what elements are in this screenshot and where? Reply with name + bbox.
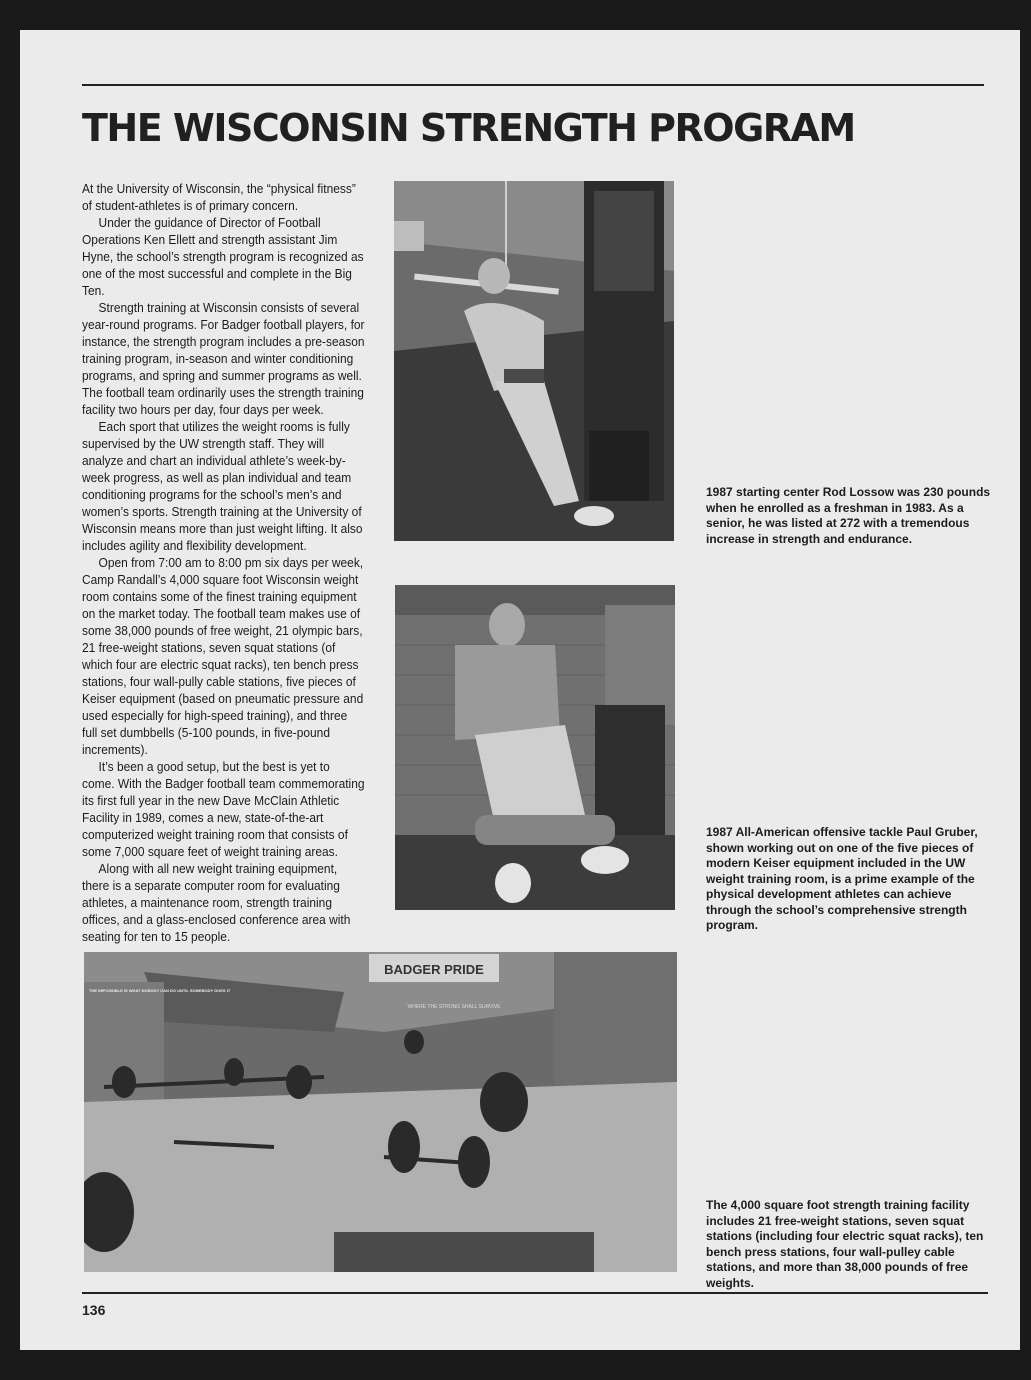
paragraph: Strength training at Wisconsin consists of several year-round programs. For Badger football players, for instance, the strength program includes a pre-season training program, in-season and winter conditioning programs, and spring and summer programs as well. The football team ordinarily uses the strength training facility two hours per day, four days per week. — [82, 300, 365, 417]
paragraph: Open from 7:00 am to 8:00 pm six days per week, Camp Randall’s 4,000 square foot Wisconsin weight room contains some of the finest training equipment on the market today. The football team makes use of some 38,000 pounds of free weight, 21 olympic bars, 21 free-weight stations, seven squat stations (of which four are electric squat racks), ten bench press stations, four wall-pully cable stations, five pieces of Keiser equipment (based on pneumatic pressure and used especially for high-speed training), and three full set dumbbells (5-100 pounds, in five-pound increments). — [82, 555, 364, 757]
magazine-page — [20, 30, 1020, 1350]
photo-weight-room-image — [84, 952, 677, 1272]
paragraph: It’s been a good setup, but the best is yet to come. With the Badger football team commemorating its first full year in the new Dave McClain Athletic Facility in 1989, comes a new, state-of-the-art computerized weight training room that consists of some 7,000 square feet of weight training areas. — [82, 759, 365, 859]
photo-keiser-machine-caption: 1987 All-American offensive tackle Paul Gruber, shown working out on one of the five pieces of modern Keiser equipment included in the UW weight training room, is a prime example of the physical development athletes can achieve through the school’s comprehensive strength program. — [706, 825, 978, 932]
wall-sign-text: THE IMPOSSIBLE IS WHAT NOBODY CAN DO UNTIL SOMEBODY DOES IT — [89, 988, 231, 993]
photo-lat-pulldown — [394, 181, 674, 541]
page-title: THE WISCONSIN STRENGTH PROGRAM — [82, 106, 855, 150]
photo-keiser-machine-image — [395, 585, 675, 910]
bottom-rule — [82, 1292, 988, 1294]
page-number: 136 — [82, 1302, 106, 1318]
paragraph: At the University of Wisconsin, the “physical fitness” of student-athletes is of primary concern. — [82, 181, 356, 213]
top-rule — [82, 84, 984, 86]
banner-subtext: WHERE THE STRONG SHALL SURVIVE — [407, 1004, 501, 1010]
paragraph: Each sport that utilizes the weight rooms is fully supervised by the UW strength staff. They will analyze and chart an individual athlete’s week-by-week progress, as well as plan individual and team conditioning programs for the school’s men’s and women’s sports. Strength training at the University of Wisconsin means more than just weight lifting. It also includes agility and flexibility development. — [82, 419, 363, 553]
photo-weight-room — [84, 952, 677, 1272]
photo-lat-pulldown-image — [394, 181, 674, 541]
article-body — [82, 180, 366, 945]
paragraph: Along with all new weight training equipment, there is a separate computer room for evaluating athletes, a maintenance room, strength training offices, and a glass-enclosed conference area with seating for ten to 15 people. — [82, 861, 351, 944]
photo-keiser-machine — [395, 585, 675, 910]
paragraph: Under the guidance of Director of Football Operations Ken Ellett and strength assistant Jim Hyne, the school’s strength program is recognized as one of the most successful and complete in the Big Ten. — [82, 215, 364, 298]
photo-weight-room-caption: The 4,000 square foot strength training facility includes 21 free-weight stations, seven squat stations (including four electric squat racks), ten bench press stations, four wall-pulley cable stations, and more than 38,000 pounds of free weights. — [706, 1198, 984, 1290]
banner-text: BADGER PRIDE — [384, 962, 484, 977]
photo-lat-pulldown-caption: 1987 starting center Rod Lossow was 230 pounds when he enrolled as a freshman in 1983. As a senior, he was listed at 272 with a tremendous increase in strength and endurance. — [706, 485, 991, 546]
